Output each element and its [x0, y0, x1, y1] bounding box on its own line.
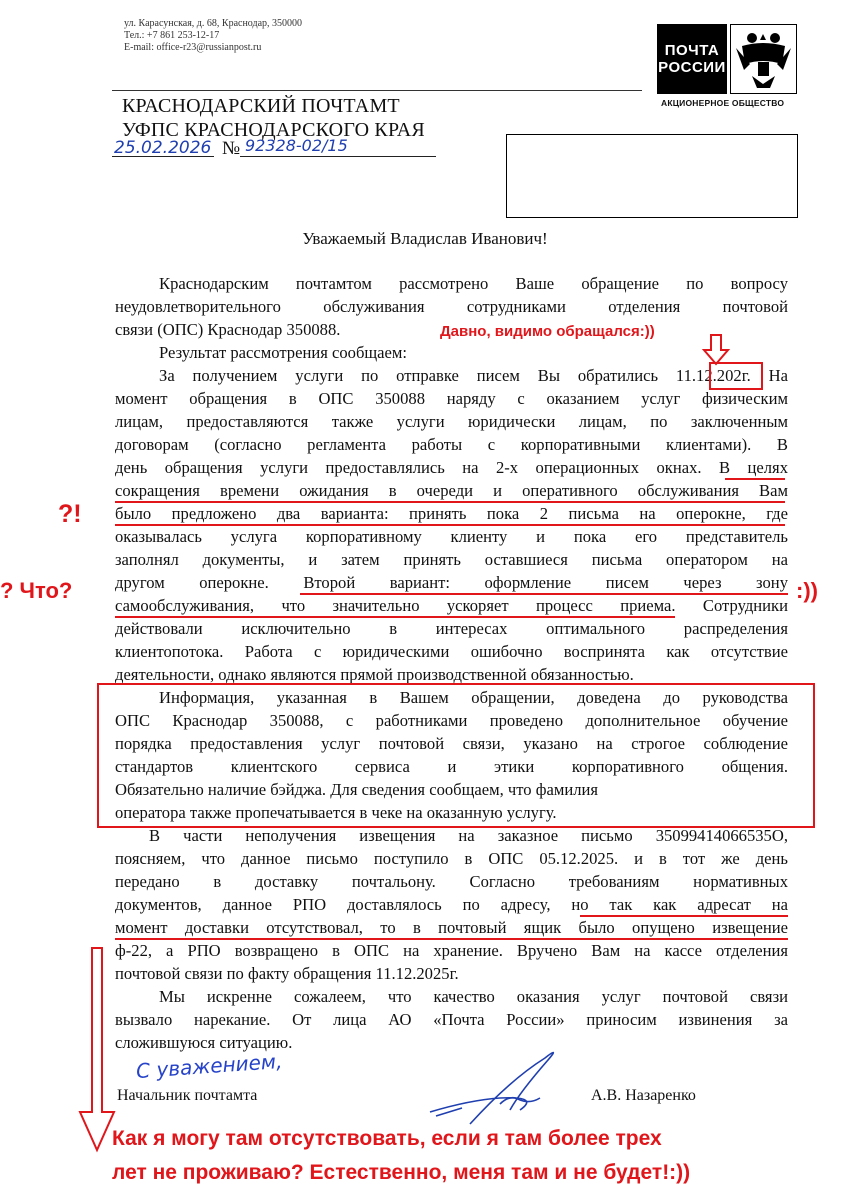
address-email: E-mail: office-r23@russianpost.ru	[124, 42, 262, 53]
handwritten-regards: С уважением,	[135, 1048, 284, 1084]
logo-caption: АКЦИОНЕРНОЕ ОБЩЕСТВО	[661, 98, 785, 108]
body-line: связи (ОПС) Краснодар 350088.	[115, 320, 341, 339]
date-underline	[112, 156, 214, 157]
body-line: стандартов клиентского сервиса и этики корпоративного общения.	[115, 757, 788, 776]
body-line: В части неполучения извещения на заказное письмо 35099414066535О,	[149, 826, 788, 845]
red-underline	[115, 501, 785, 503]
logo-wordmark	[657, 24, 727, 94]
greeting: Уважаемый Владислав Иванович!	[302, 229, 548, 248]
red-underline	[115, 616, 675, 618]
letter-body	[115, 272, 788, 1054]
logo-line-2: РОССИИ	[658, 59, 726, 76]
russian-post-logo	[657, 24, 797, 114]
body-line: деятельности, однако являются прямой производственной обязанностью.	[115, 665, 634, 684]
body-line: ОПС Краснодар 350088, с работниками проведено дополнительное обучение	[115, 711, 788, 730]
body-line: вызвало нарекание. От лица АО «Почта России» приносим извинения за	[115, 1010, 788, 1029]
body-line: неудовлетворительного обслуживания сотрудниками отделения почтовой	[115, 297, 788, 316]
body-line: клиентопотока. Работа с юридическими ошибочно воспринята как отсутствие	[115, 642, 788, 661]
double-headed-eagle-icon	[730, 24, 797, 94]
org-line-2: УФПС КРАСНОДАРСКОГО КРАЯ	[122, 119, 425, 141]
body-line: почтовой связи по факту обращения 11.12.2025г.	[115, 964, 459, 983]
signatory-position: Начальник почтамта	[117, 1087, 258, 1104]
body-line: сокращения времени ожидания в очереди и оперативного обслуживания Вам	[115, 481, 788, 500]
body-line: момент обращения в ОПС 350088 наряду с оказанием услуг физическим	[115, 389, 788, 408]
address-phone: Тел.: +7 861 253-12-17	[124, 30, 220, 41]
recipient-box	[506, 134, 798, 218]
org-line-1: КРАСНОДАРСКИЙ ПОЧТАМТ	[122, 95, 400, 117]
red-underline	[300, 593, 788, 595]
long-down-arrow-icon	[80, 948, 114, 1150]
highlight-box	[97, 683, 815, 828]
handwritten-date: 25.02.2026	[114, 138, 212, 158]
body-line: За получением услуги по отправке писем Вы обратились 11.12.202г. На	[159, 366, 788, 385]
annotation-smile: :))	[796, 578, 818, 603]
body-line: другом оперокне. Второй вариант: оформление писем через зону	[115, 573, 788, 592]
sender-address	[124, 18, 302, 54]
body-line: лицам, предоставляются также услуги юридически лицам, по заключенным	[115, 412, 788, 431]
body-line: оператора также пропечатывается в чеке на оказанную услугу.	[115, 803, 557, 822]
body-line: оказывалась услуга корпоративному клиенту и пока его представитель	[115, 527, 788, 546]
body-line: момент доставки отсутствовал, то в почтовый ящик было опущено извещение	[115, 918, 788, 937]
organization-name	[122, 94, 425, 142]
logo-line-1: ПОЧТА	[664, 42, 720, 59]
red-underline	[725, 478, 785, 480]
body-line: Информация, указанная в Вашем обращении, доведена до руководства	[159, 688, 788, 707]
header-divider	[112, 90, 642, 91]
red-underline	[115, 938, 788, 940]
body-line: Обязательно наличие бэйджа. Для сведения сообщаем, что фамилия	[115, 780, 599, 799]
annotation-bottom-line-2: лет не проживаю? Естественно, меня там и не будет!:))	[112, 1161, 691, 1184]
body-line: документов, данное РПО доставлялось по адресу, но так как адресат на	[115, 895, 788, 914]
handwritten-signature-icon	[430, 1052, 553, 1124]
address-street: ул. Карасунская, д. 68, Краснодар, 350000	[124, 18, 303, 29]
annotation-question: ? Что?	[0, 578, 73, 603]
annotation-bottom-line-1: Как я могу там отсутствовать, если я там более трех	[112, 1127, 662, 1150]
body-line: Мы искренне сожалеем, что качество оказания услуг почтовой связи	[159, 987, 788, 1006]
annotation-year-note: Давно, видимо обращался:))	[440, 323, 655, 340]
body-line: было предложено два варианта: принять пока 2 письма на оперокне, где	[115, 504, 788, 523]
body-line: договорам (согласно регламента работы с корпоративными клиентами). В	[115, 435, 788, 454]
body-line: Результат рассмотрения сообщаем:	[159, 343, 408, 362]
red-underline	[115, 524, 785, 526]
body-line: ф-22, а РПО возвращено в ОПС на хранение. Вручено Вам на кассе отделения	[115, 941, 788, 960]
body-line: сложившуюся ситуацию.	[115, 1033, 293, 1052]
red-underline	[580, 915, 788, 917]
number-underline	[240, 156, 436, 157]
body-line: действовали исключительно в интересах оптимального распределения	[115, 619, 788, 638]
handwritten-number: 92328-02/15	[245, 136, 348, 155]
year-highlight-box	[709, 362, 763, 390]
number-sign: №	[222, 138, 241, 159]
body-line: порядка предоставления услуг почтовой связи, указано на строгое соблюдение	[115, 734, 788, 753]
body-line: передано в доставку почтальону. Согласно требованиям нормативных	[115, 872, 788, 891]
body-line: заполнял документы, и затем принять оставшиеся письма оператором на	[115, 550, 788, 569]
signatory-name: А.В. Назаренко	[591, 1087, 696, 1104]
body-line: поясняем, что данное письмо поступило в ОПС 05.12.2025. и в тот же день	[115, 849, 788, 868]
body-line: Краснодарским почтамтом рассмотрено Ваше обращение по вопросу	[159, 274, 788, 293]
body-line: самообслуживания, что значительно ускоряет процесс приема. Сотрудники	[115, 596, 788, 615]
annotation-exclaim: ?!	[58, 500, 82, 528]
annotation-bottom-comment	[112, 1122, 690, 1190]
body-line: день обращения услуги предоставлялись на 2-х операционных окнах. В целях	[115, 458, 788, 477]
